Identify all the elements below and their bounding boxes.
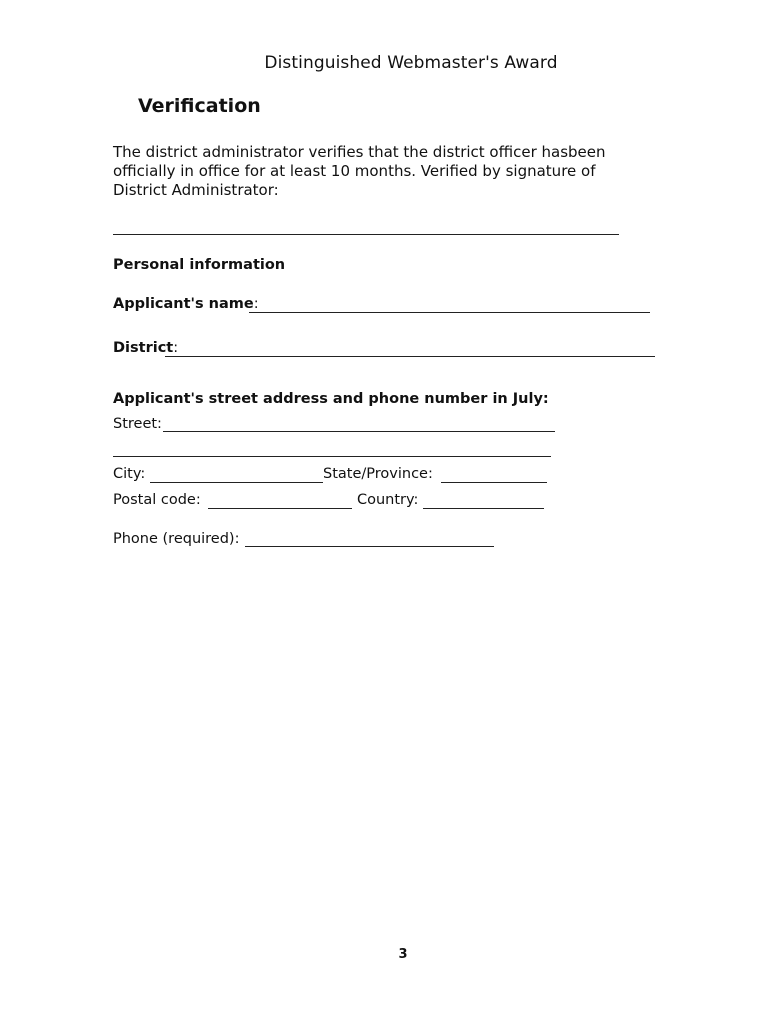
district-colon: :: [173, 340, 179, 356]
applicant-name-label: Applicant's name: [113, 296, 254, 312]
country-field[interactable]: [423, 508, 544, 509]
applicant-name-field[interactable]: [249, 312, 650, 313]
state-province-label: State/Province:: [323, 466, 433, 482]
postal-code-label: Postal code:: [113, 492, 201, 508]
page-number: 3: [398, 947, 408, 962]
district-label-group: [113, 340, 178, 356]
district-label: District: [113, 340, 174, 356]
phone-field[interactable]: [245, 546, 494, 547]
applicant-name-colon: :: [253, 296, 259, 312]
city-label: City:: [113, 466, 146, 482]
phone-label: Phone (required):: [113, 531, 240, 547]
signature-line[interactable]: [113, 234, 619, 235]
verification-text: The district administrator verifies that the district officer hasbeen officially in office for at least 10 months. Verified by signature of District Administrator:: [113, 143, 606, 199]
street-field-line-2[interactable]: [113, 456, 551, 457]
state-province-field[interactable]: [441, 482, 547, 483]
document-header-title: Distinguished Webmaster's Award: [264, 53, 558, 73]
street-label: Street:: [113, 416, 162, 432]
applicant-name-label-group: [113, 296, 259, 312]
address-heading: Applicant's street address and phone number in July:: [113, 391, 549, 407]
postal-code-field[interactable]: [208, 508, 352, 509]
district-field[interactable]: [165, 356, 655, 357]
country-label: Country:: [357, 492, 419, 508]
city-field[interactable]: [150, 482, 323, 483]
street-field[interactable]: [163, 431, 555, 432]
section-title-verification: Verification: [138, 95, 261, 117]
personal-info-heading: Personal information: [113, 257, 286, 273]
